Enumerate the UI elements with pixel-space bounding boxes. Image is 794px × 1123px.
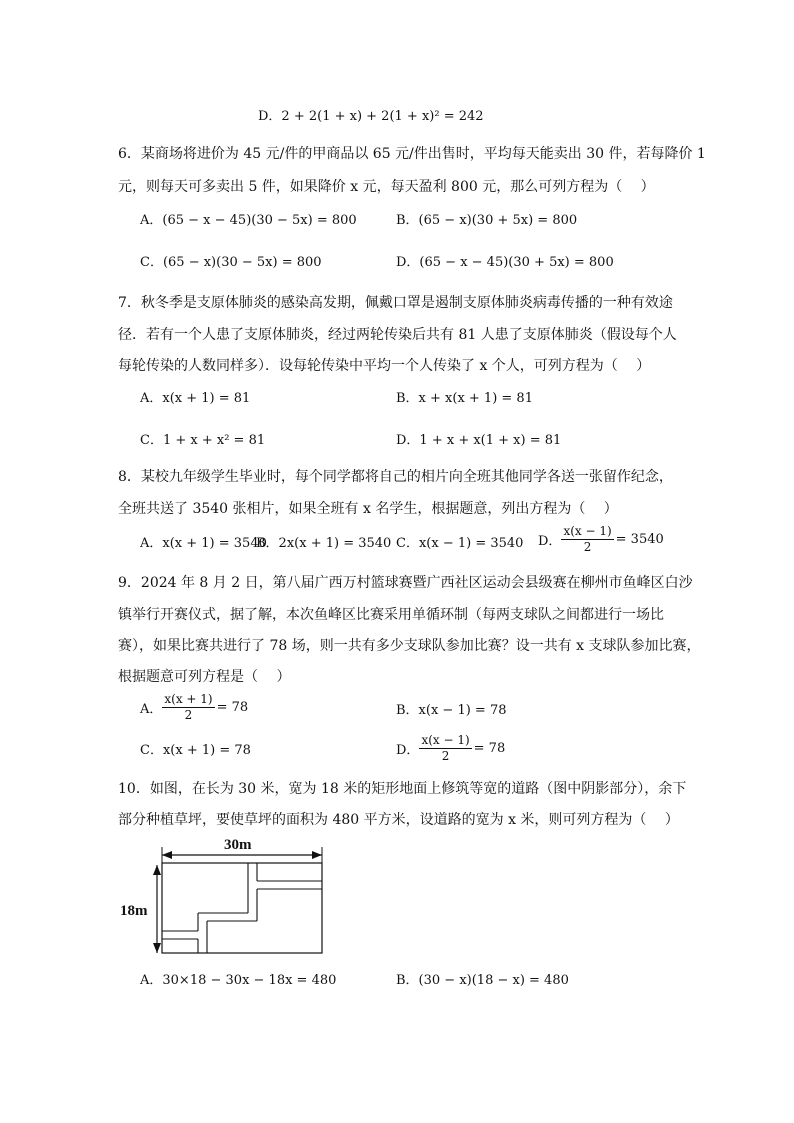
q8-option-d	[538, 524, 664, 555]
q9-option-d-label: D．	[396, 743, 420, 758]
q7-stem-line2: 径．若有一个人患了支原体肺炎，经过两轮传染后共有 81 人患了支原体肺炎（假设每个人	[118, 327, 677, 343]
q8-option-d-label: D．	[538, 534, 562, 549]
q9-option-a-numerator: x(x + 1)	[164, 692, 213, 706]
q7-option-a: A．x(x + 1) = 81	[140, 391, 251, 406]
q10-option-a: A．30×18 − 30x − 18x = 480	[140, 973, 337, 988]
q9-option-c: C．x(x + 1) = 78	[140, 743, 251, 758]
width-arrow-right	[312, 851, 322, 859]
q7-stem-line3: 每轮传染的人数同样多）．设每轮传染中平均一个人传染了 x 个人，可列方程为（ ）	[118, 358, 651, 374]
q8-option-b: B．2x(x + 1) = 3540	[256, 536, 392, 551]
q7-option-d: D．1 + x + x(1 + x) = 81	[396, 433, 562, 448]
q10-option-b: B．(30 − x)(18 − x) = 480	[396, 973, 569, 988]
q7-option-c: C．1 + x + x² = 81	[140, 433, 266, 448]
q9-option-d	[396, 733, 505, 764]
height-arrow-bottom	[153, 943, 161, 953]
q9-stem-line1: 9．2024 年 8 月 2 日，第八届广西万村篮球赛暨广西社区运动会县级赛在柳州市鱼峰区白沙	[118, 575, 693, 591]
q8-option-d-numerator: x(x − 1)	[563, 524, 612, 538]
q8-option-d-rhs: = 3540	[615, 532, 664, 547]
q8-stem-line1: 8．某校九年级学生毕业时，每个同学都将自己的相片向全班其他同学各送一张留作纪念，	[118, 469, 673, 485]
q8-option-a: A．x(x + 1) = 3540	[140, 536, 267, 551]
q9-option-d-rhs: = 78	[473, 741, 506, 756]
q10-stem-line2: 部分种植草坪，要使草坪的面积为 480 平方米，设道路的宽为 x 米，则可列方程为（ ）	[118, 812, 679, 828]
q8-option-d-fraction	[561, 524, 613, 555]
q8-option-c: C．x(x − 1) = 3540	[396, 536, 524, 551]
q6-option-c: C．(65 − x)(30 − 5x) = 800	[140, 255, 322, 270]
q10-road-figure	[120, 835, 340, 965]
q6-option-b: B．(65 − x)(30 + 5x) = 800	[396, 213, 578, 228]
q9-option-a-rhs: = 78	[216, 700, 249, 715]
q9-stem-line4: 根据题意可列方程是（ ）	[118, 669, 291, 685]
q8-option-d-denominator: 2	[583, 540, 592, 554]
q9-option-b: B．x(x − 1) = 78	[396, 703, 507, 718]
q7-stem-line1: 7．秋冬季是支原体肺炎的感染高发期，佩戴口罩是遏制支原体肺炎病毒传播的一种有效途	[118, 295, 673, 311]
prev-option-d: D．2 + 2(1 + x) + 2(1 + x)² = 242	[258, 109, 484, 124]
width-arrow-left	[162, 851, 172, 859]
q10-stem-line1: 10．如图，在长为 30 米，宽为 18 米的矩形地面上修筑等宽的道路（图中阴影部分），余下	[118, 781, 687, 797]
q7-option-b: B．x + x(x + 1) = 81	[396, 391, 533, 406]
q9-option-a-label: A．	[140, 702, 163, 717]
q9-option-d-denominator: 2	[441, 749, 450, 763]
height-arrow-top	[153, 865, 161, 875]
q8-stem-line2: 全班共送了 3540 张相片，如果全班有 x 名学生，根据题意，列出方程为（ ）	[118, 501, 618, 517]
q9-option-a-fraction	[162, 692, 214, 723]
q6-option-d: D．(65 − x − 45)(30 + 5x) = 800	[396, 255, 614, 270]
q6-stem-line1: 6．某商场将进价为 45 元/件的甲商品以 65 元/件出售时，平均每天能卖出 30 件，若每降价 1	[118, 146, 706, 162]
width-label: 30m	[224, 837, 252, 853]
q9-option-d-numerator: x(x − 1)	[421, 733, 470, 747]
q9-option-a	[140, 692, 248, 723]
q9-stem-line3: 赛），如果比赛共进行了 78 场，则一共有多少支球队参加比赛？设一共有 x 支球队参加比赛，	[118, 638, 701, 654]
q6-option-a: A．(65 − x − 45)(30 − 5x) = 800	[140, 213, 357, 228]
q9-option-a-denominator: 2	[184, 708, 193, 722]
height-label: 18m	[120, 903, 148, 919]
q6-stem-line2: 元，则每天可多卖出 5 件，如果降价 x 元，每天盈利 800 元，那么可列方程为（ ）	[118, 179, 655, 195]
q9-option-d-fraction	[419, 733, 471, 764]
q9-stem-line2: 镇举行开赛仪式，据了解，本次鱼峰区比赛采用单循环制（每两支球队之间都进行一场比	[118, 607, 664, 623]
